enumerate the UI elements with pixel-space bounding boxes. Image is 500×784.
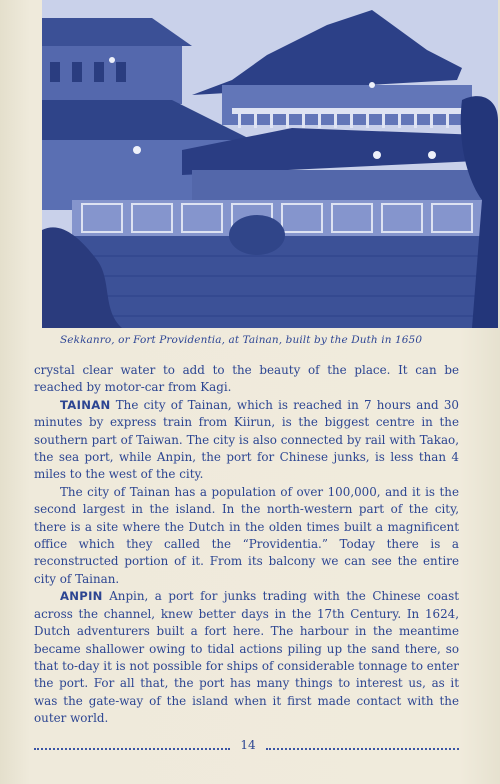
section-heading-anpin: ANPIN	[60, 589, 103, 604]
paragraph-anpin	[34, 588, 459, 727]
paragraph-continuation: crystal clear water to add to the beauty of the place. It can be reached by motor-car from Kagi.	[34, 363, 459, 395]
article-body	[34, 362, 459, 728]
fort-illustration	[42, 0, 498, 328]
page-footer	[34, 736, 459, 756]
paragraph-tainan-population: The city of Tainan has a population of over 100,000, and it is the second largest in the island. In the north-western part of the city, there is a site where the Dutch in the olden times built a magnificent office which they called the “Providentia.” Today there is a reconstructed portion of it. From its balcony we can see the entire city of Tainan.	[34, 484, 459, 586]
paragraph-tainan-text: The city of Tainan, which is reached in 7 hours and 30 minutes by express train from Kiirun, is the biggest centre in the southern part of Taiwan. The city is also connected by rail with Takao, the sea port, while Anpin, the port for Chinese junks, is less than 4 miles to the west of the city.	[34, 397, 459, 482]
section-heading-tainan: TAINAN	[60, 397, 111, 412]
footer-rule-right	[266, 748, 459, 750]
footer-rule-left	[34, 748, 230, 750]
fort-photograph	[42, 0, 498, 328]
page-number: 14	[240, 738, 256, 752]
photo-caption: Sekkanro, or Fort Providentia, at Tainan, built by the Duth in 1650	[60, 334, 423, 346]
paragraph-anpin-text: Anpin, a port for junks trading with the Chinese coast across the channel, knew better days in the 17th Century. In 1624, Dutch adventurers built a fort here. The harbour in the meantime became shallower owing to tidal actions piling up the sand there, so that to-day it is not possible for ships of considerable tonnage to enter the port. For all that, the port has many things to interest us, as it was the gate-way of the island when it first made contact with the outer world.	[34, 589, 459, 726]
paragraph-tainan	[34, 397, 459, 484]
